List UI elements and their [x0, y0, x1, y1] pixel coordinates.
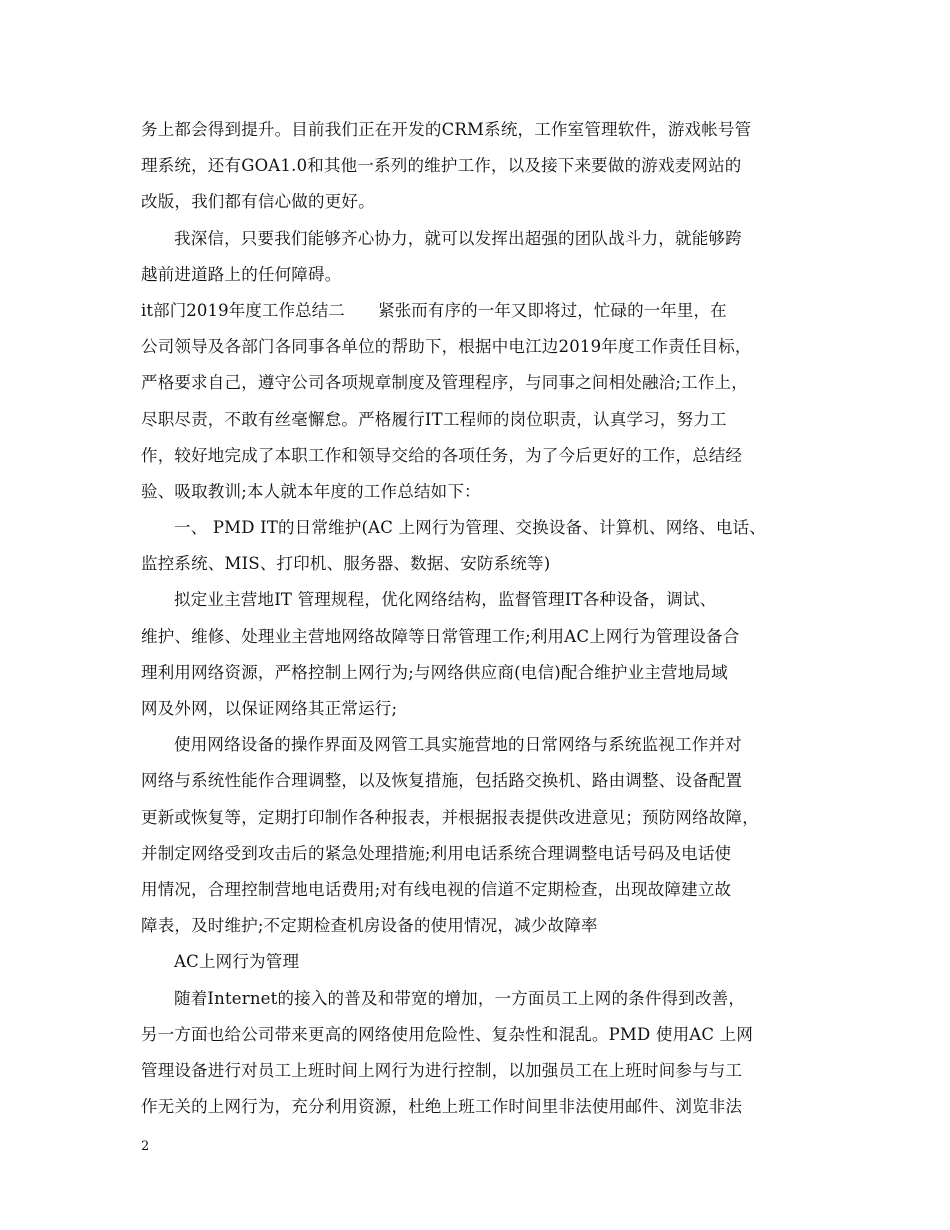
text-line-10: 作，较好地完成了本职工作和领导交给的各项任务，为了今后更好的工作，总结经 [141, 445, 743, 465]
text-line-26: 另一方面也给公司带来更高的网络使用危险性、复杂性和混乱。PMD 使用AC 上网 [141, 1024, 754, 1044]
text-line-11: 验、吸取教训;本人就本年度的工作总结如下： [141, 481, 481, 501]
text-line-23: 障表，及时维护;不定期检查机房设备的使用情况，减少故障率 [141, 916, 598, 936]
text-line-2: 理系统，还有GOA1.0和其他一系列的维护工作，以及接下来要做的游戏麦网站的 [141, 156, 742, 176]
text-line-27: 管理设备进行对员工上班时间上网行为进行控制，以加强员工在上班时间参与与工 [141, 1060, 743, 1080]
text-line-22: 用情况，合理控制营地电话费用;对有线电视的信道不定期检查，出现故障建立故 [141, 879, 732, 899]
text-line-18: 使用网络设备的操作界面及网管工具实施营地的日常网络与系统监视工作并对 [174, 735, 742, 755]
text-line-19: 网络与系统性能作合理调整，以及恢复措施，包括路交换机、路由调整、设备配置 [141, 771, 743, 791]
text-line-8: 严格要求自己，遵守公司各项规章制度及管理程序，与同事之间相处融洽;工作上， [141, 373, 748, 393]
text-line-9: 尽职尽责，不敢有丝毫懈怠。严格履行IT工程师的岗位职责，认真学习，努力工 [141, 409, 727, 429]
document-body [141, 112, 833, 1125]
subheading-line: AC上网行为管理 [174, 952, 300, 972]
text-line-12: 一、 PMD IT的日常维护(AC 上网行为管理、交换设备、计算机、网络、电话、 [174, 518, 766, 538]
text-line-1: 务上都会得到提升。目前我们正在开发的CRM系统，工作室管理软件，游戏帐号管 [141, 120, 752, 139]
text-line-20: 更新或恢复等，定期打印制作各种报表，并根据报表提供改进意见；预防网络故障， [141, 807, 759, 827]
text-line-13: 监控系统、MIS、打印机、服务器、数据、安防系统等) [141, 554, 551, 574]
text-line-4: 我深信，只要我们能够齐心协力，就可以发挥出超强的团队战斗力，就能够跨 [174, 228, 742, 248]
text-line-15: 维护、维修、处理业主营地网络故障等日常管理工作;利用AC上网行为管理设备合 [141, 626, 740, 646]
text-line-17: 网及外网，以保证网络其正常运行; [141, 699, 398, 718]
text-line-14: 拟定业主营地IT 管理规程，优化网络结构，监督管理IT各种设备，调试、 [174, 590, 717, 610]
text-line-5: 越前进道路上的任何障碍。 [141, 264, 342, 284]
text-line-3: 改版，我们都有信心做的更好。 [141, 192, 375, 212]
text-line-7: 公司领导及各部门各同事各单位的帮助下，根据中电江边2019年度工作责任目标， [141, 337, 752, 357]
text-line-28: 作无关的上网行为，充分利用资源，杜绝上班工作时间里非法使用邮件、浏览非法 [141, 1097, 743, 1117]
page-number: 2 [141, 1139, 150, 1154]
section-heading-line: it部门2019年度工作总结二 紧张而有序的一年又即将过，忙碌的一年里，在 [141, 300, 727, 320]
text-line-16: 理利用网络资源，严格控制上网行为;与网络供应商(电信)配合维护业主营地局域 [141, 662, 728, 682]
text-line-25: 随着Internet的接入的普及和带宽的增加，一方面员工上网的条件得到改善， [174, 988, 746, 1008]
text-line-21: 并制定网络受到攻击后的紧急处理措施;利用电话系统合理调整电话号码及电话使 [141, 843, 732, 863]
